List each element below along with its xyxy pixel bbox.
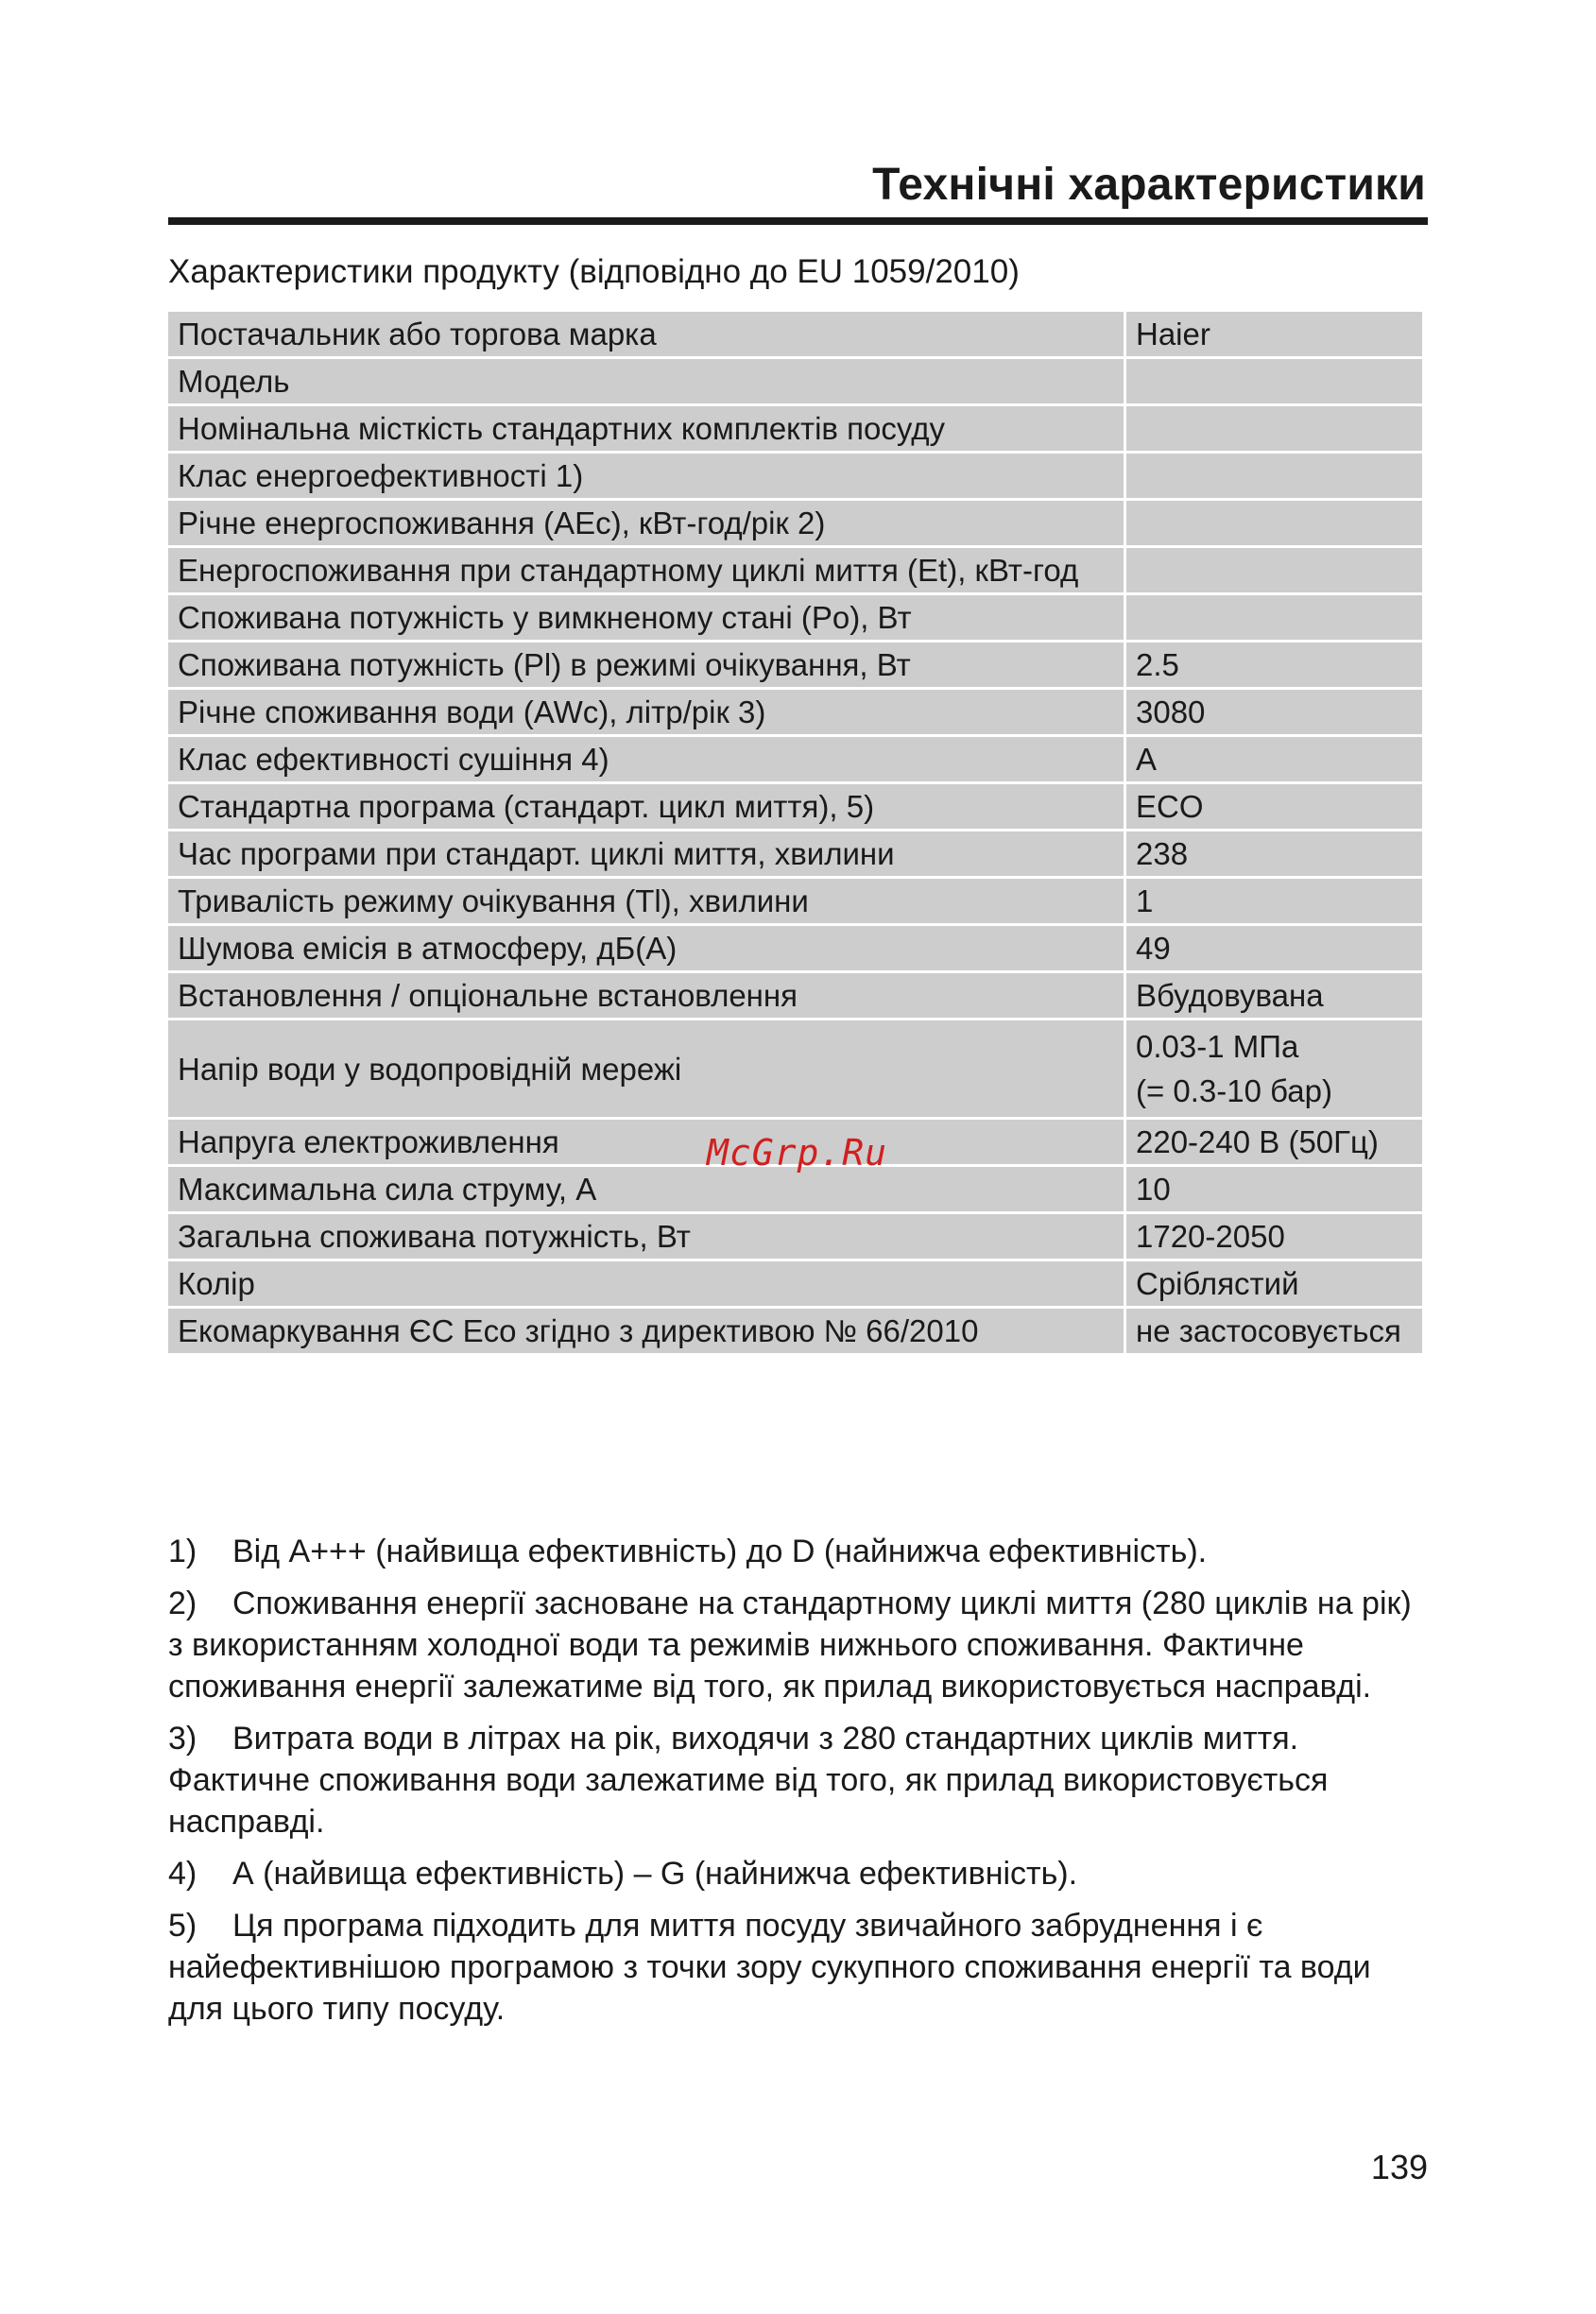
spec-value: 238 [1126, 831, 1422, 876]
footnote [168, 1718, 1434, 1843]
table-row [168, 595, 1428, 640]
spec-value-line: (= 0.3-10 бар) [1136, 1073, 1333, 1108]
spec-value: Haier [1126, 312, 1422, 356]
footnote-number: 2) [168, 1586, 197, 1621]
spec-value: 1 [1126, 879, 1422, 923]
spec-value-line: 0.03-1 МПа [1136, 1029, 1299, 1064]
table-row [168, 312, 1428, 356]
spec-label: Модель [168, 359, 1124, 403]
spec-label: Встановлення / опціональне встановлення [168, 973, 1124, 1018]
table-row [168, 1020, 1428, 1117]
spec-label: Шумова емісія в атмосферу, дБ(А) [168, 926, 1124, 970]
table-row [168, 454, 1428, 498]
footnote [168, 1531, 1434, 1572]
table-row [168, 359, 1428, 403]
footnote-number: 5) [168, 1908, 197, 1944]
spec-label: Максимальна сила струму, А [168, 1167, 1124, 1211]
spec-value: 49 [1126, 926, 1422, 970]
spec-value: 2.5 [1126, 643, 1422, 687]
table-row [168, 1214, 1428, 1259]
footnote [168, 1853, 1434, 1894]
spec-value: Сріблястий [1126, 1261, 1422, 1306]
spec-value [1126, 1020, 1422, 1117]
table-row [168, 926, 1428, 970]
table-row [168, 831, 1428, 876]
table-row [168, 1167, 1428, 1211]
spec-label: Клас енергоефективності 1) [168, 454, 1124, 498]
spec-label: Споживана потужність (Pl) в режимі очікування, Вт [168, 643, 1124, 687]
spec-value: ECO [1126, 784, 1422, 829]
spec-value [1126, 595, 1422, 640]
footnote-number: 4) [168, 1856, 197, 1892]
spec-value [1126, 454, 1422, 498]
table-row [168, 548, 1428, 592]
spec-value [1126, 406, 1422, 451]
table-row [168, 406, 1428, 451]
footnote-number: 1) [168, 1534, 197, 1569]
spec-value [1126, 359, 1422, 403]
footnote [168, 1905, 1434, 2030]
spec-label: Енергоспоживання при стандартному циклі миття (Et), кВт-год [168, 548, 1124, 592]
footnote-text: Споживання енергії засноване на стандартному циклі миття (280 циклів на рік) з використанням холодної води та режимів нижнього споживання. Фактичне споживання енергії залежатиме від того, як прилад використовується насправді. [168, 1586, 1412, 1705]
table-row [168, 690, 1428, 734]
page-number: 139 [1370, 2148, 1428, 2186]
title-divider [168, 217, 1428, 225]
spec-label: Стандартна програма (стандарт. цикл миття), 5) [168, 784, 1124, 829]
footnote-text: Від A+++ (найвища ефективність) до D (найнижча ефективність). [232, 1534, 1208, 1569]
spec-value: Вбудовувана [1126, 973, 1422, 1018]
spec-value [1126, 501, 1422, 545]
page-title: Технічні характеристики [872, 160, 1426, 210]
table-row [168, 879, 1428, 923]
spec-label: Споживана потужність у вимкненому стані (Po), Вт [168, 595, 1124, 640]
footnote [168, 1583, 1434, 1707]
table-row [168, 973, 1428, 1018]
spec-value: 220-240 В (50Гц) [1126, 1120, 1422, 1164]
spec-label: Номінальна місткість стандартних комплектів посуду [168, 406, 1124, 451]
spec-label: Тривалість режиму очікування (Tl), хвилини [168, 879, 1124, 923]
spec-value: A [1126, 737, 1422, 781]
table-row [168, 1309, 1428, 1353]
spec-label: Напір води у водопровідній мережі [168, 1020, 1124, 1117]
spec-label: Річне споживання води (AWc), літр/рік 3) [168, 690, 1124, 734]
table-row [168, 501, 1428, 545]
spec-table [168, 312, 1428, 1356]
table-row [168, 1261, 1428, 1306]
table-row [168, 737, 1428, 781]
spec-label: Колір [168, 1261, 1124, 1306]
footnotes [168, 1531, 1434, 2040]
spec-value: 1720-2050 [1126, 1214, 1422, 1259]
spec-label: Клас ефективності сушіння 4) [168, 737, 1124, 781]
spec-label: Напруга електроживлення [168, 1120, 1124, 1164]
table-caption: Характеристики продукту (відповідно до EU 1059/2010) [168, 253, 1020, 290]
table-row [168, 643, 1428, 687]
spec-label: Загальна споживана потужність, Вт [168, 1214, 1124, 1259]
spec-label: Річне енергоспоживання (AEc), кВт-год/рік 2) [168, 501, 1124, 545]
table-row [168, 784, 1428, 829]
spec-value: 3080 [1126, 690, 1422, 734]
spec-value: 10 [1126, 1167, 1422, 1211]
spec-value: не застосовується [1126, 1309, 1422, 1353]
footnote-number: 3) [168, 1721, 197, 1757]
watermark-logo: McGrp.Ru [707, 1132, 888, 1174]
footnote-text: А (найвища ефективність) – G (найнижча ефективність). [232, 1856, 1078, 1892]
footnote-text: Ця програма підходить для миття посуду звичайного забруднення і є найефективнішою програмою з точки зору сукупного споживання енергії та води для цього типу посуду. [168, 1908, 1371, 2027]
spec-value [1126, 548, 1422, 592]
spec-label: Постачальник або торгова марка [168, 312, 1124, 356]
spec-label: Екомаркування ЄС Eco згідно з директивою № 66/2010 [168, 1309, 1124, 1353]
spec-label: Час програми при стандарт. циклі миття, хвилини [168, 831, 1124, 876]
footnote-text: Витрата води в літрах на рік, виходячи з 280 стандартних циклів миття. Фактичне споживання води залежатиме від того, як прилад використовується насправді. [168, 1721, 1329, 1840]
